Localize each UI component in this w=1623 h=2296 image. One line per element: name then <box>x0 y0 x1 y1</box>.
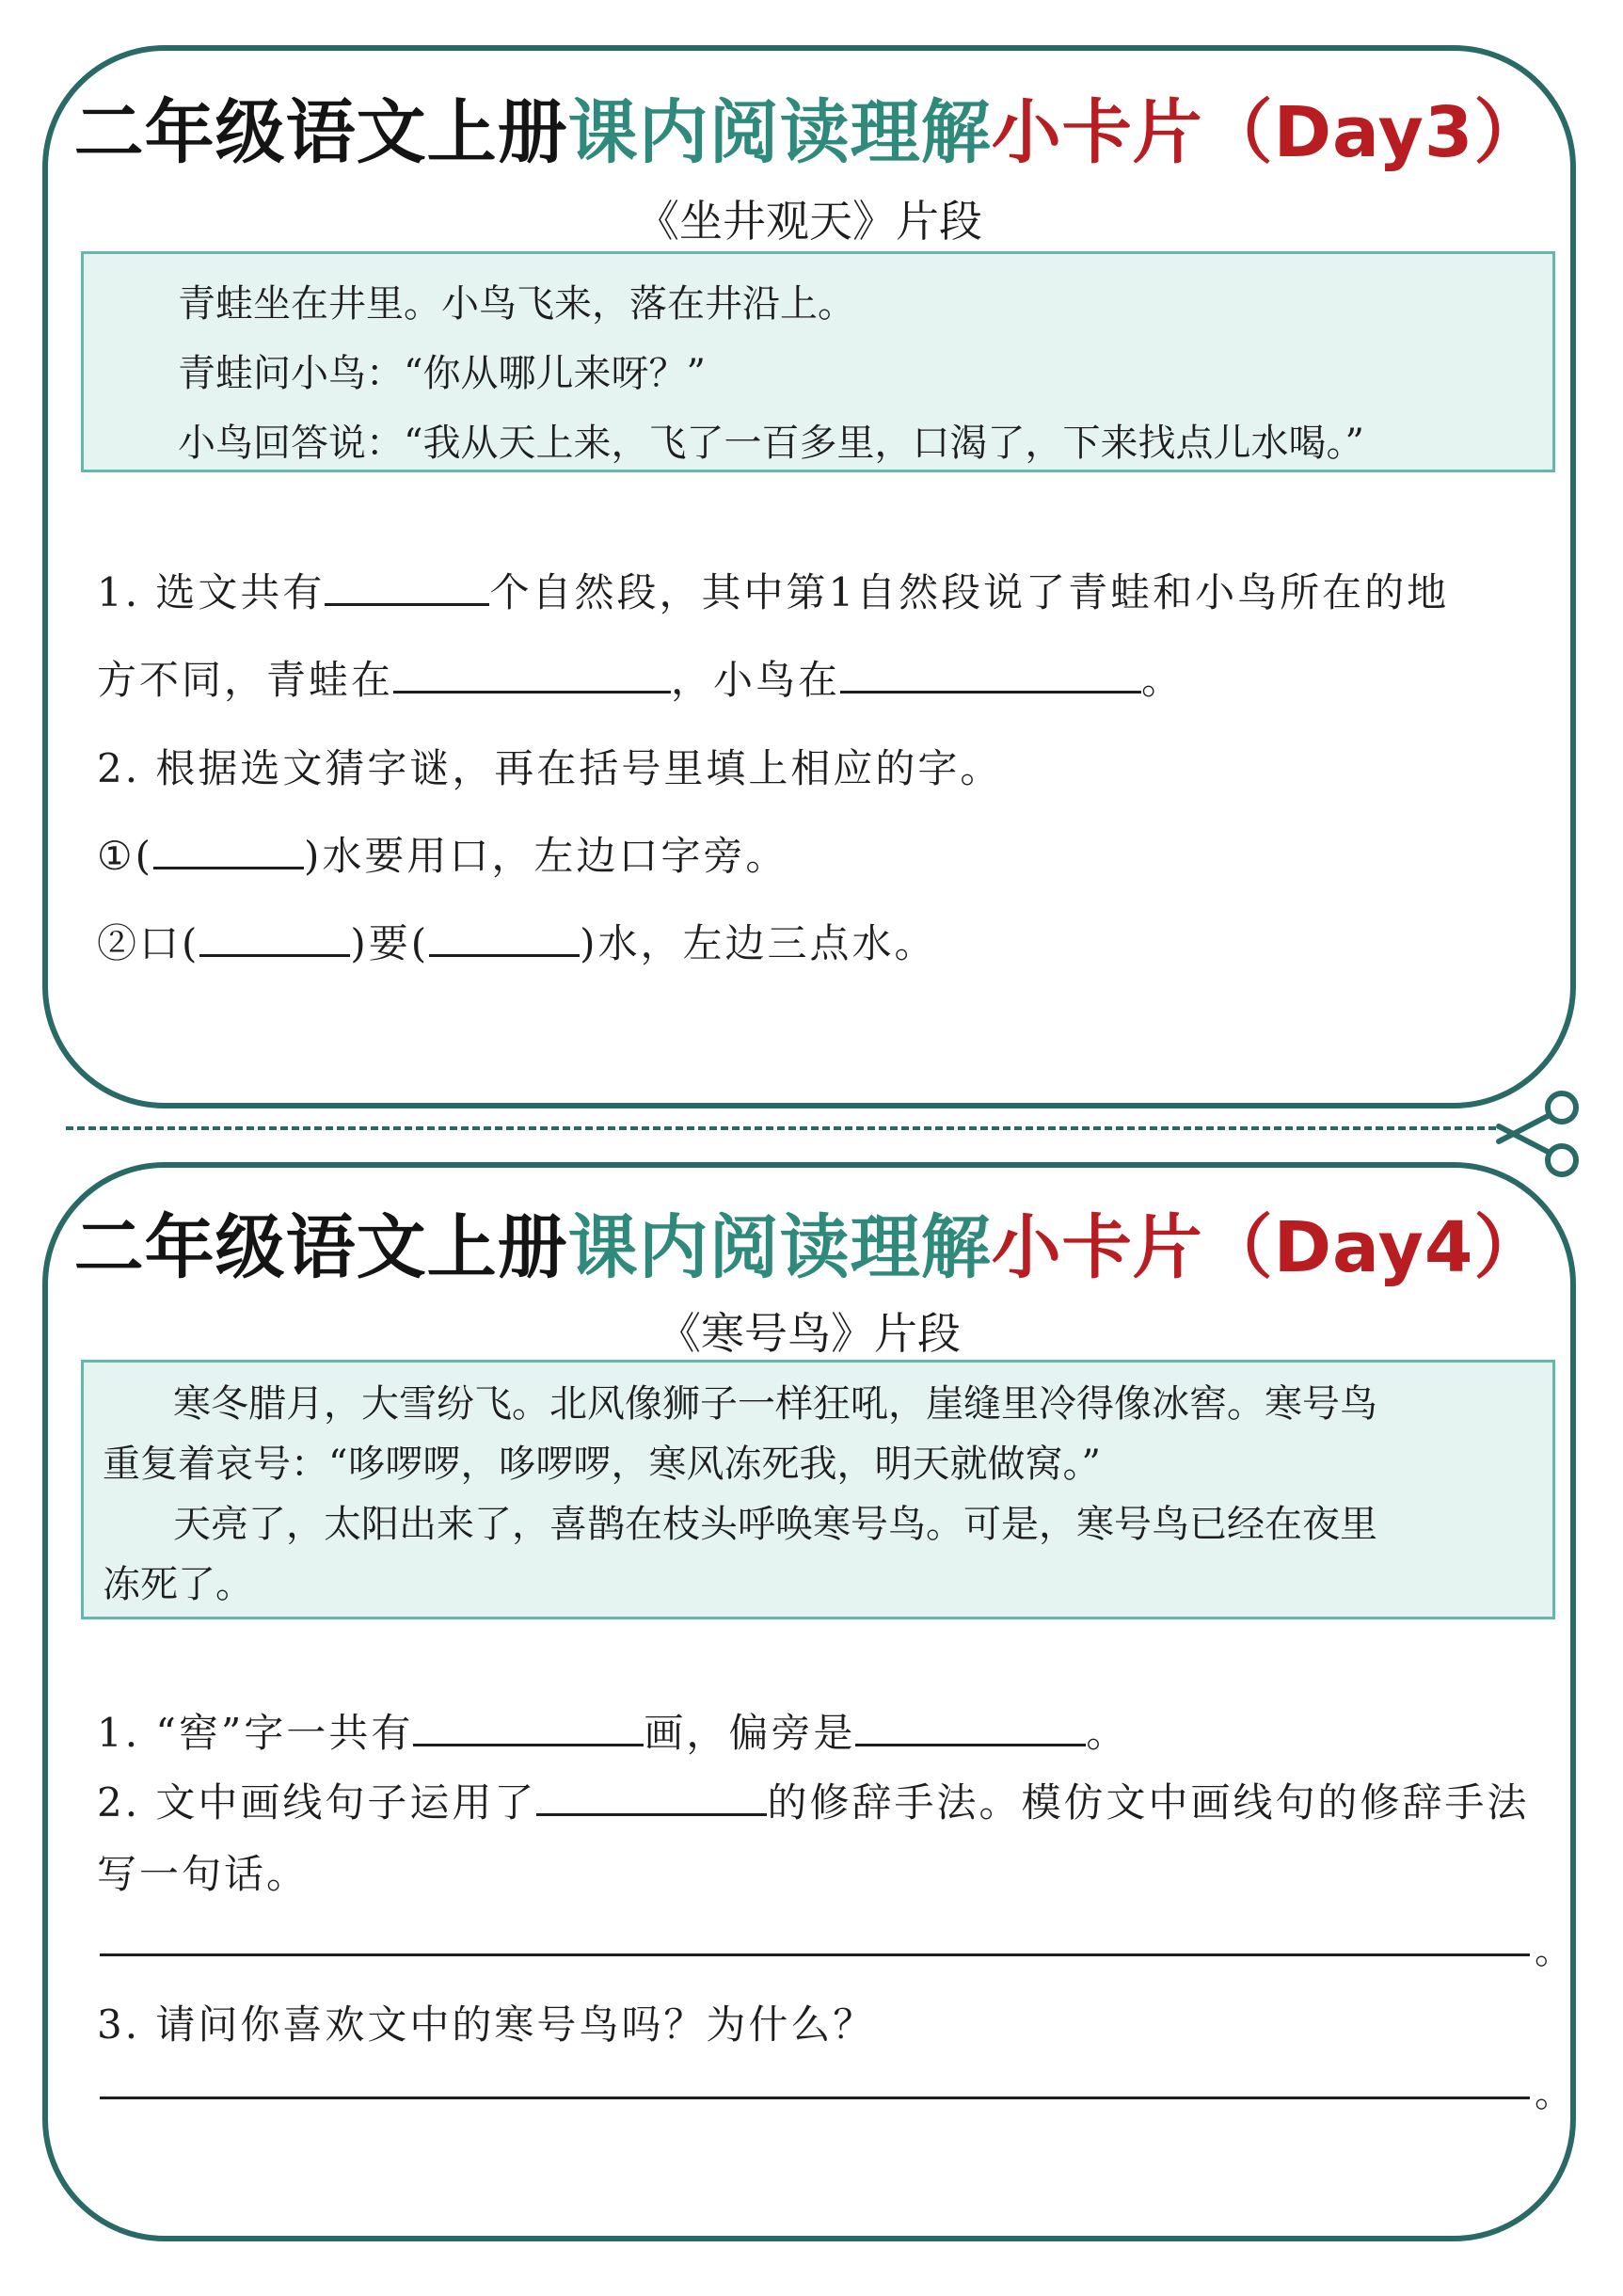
question-text: 方不同，青蛙在 <box>97 657 394 703</box>
passage-subtitle: 《坐井观天》片段 <box>636 196 982 247</box>
passage-line: 青蛙坐在井里。小鸟飞来，落在井沿上。 <box>178 282 855 326</box>
passage-line: 重复着哀号：“哆啰啰，哆啰啰，寒风冻死我，明天就做窝。” <box>103 1443 1101 1486</box>
answer-blank[interactable] <box>413 1706 644 1746</box>
title-grade: 二年级语文上册 <box>73 1207 568 1288</box>
question-text: 2. 文中画线句子运用了 <box>97 1779 537 1826</box>
passage-line: 寒冬腊月，大雪纷飞。北风像狮子一样狂吼，崖缝里冷得像冰窖。寒号鸟 <box>173 1382 1377 1426</box>
answer-blank[interactable] <box>429 917 580 957</box>
answer-blank[interactable] <box>536 1776 767 1816</box>
question-text: 个自然段，其中第1自然段说了青蛙和小鸟所在的地 <box>489 569 1450 615</box>
answer-blank[interactable] <box>855 1706 1086 1746</box>
answer-blank[interactable] <box>199 917 350 957</box>
passage-box <box>81 251 1555 472</box>
answer-blank[interactable] <box>840 653 1141 694</box>
answer-blank[interactable] <box>153 829 304 869</box>
title-topic: 课内阅读理解 <box>567 1207 992 1288</box>
question-text: 1. “窖”字一共有 <box>97 1710 414 1756</box>
scissors-icon <box>1491 1087 1585 1181</box>
title-day: 小卡片（Day3） <box>991 92 1545 173</box>
question-3: 3. 请问你喜欢文中的寒号鸟吗？为什么？ <box>97 2001 876 2048</box>
answer-blank[interactable] <box>325 566 489 606</box>
question-2-riddle-2 <box>97 913 937 969</box>
question-text: 1. 选文共有 <box>97 569 326 615</box>
question-text: 。 <box>1086 1710 1129 1756</box>
question-text: ，小鸟在 <box>671 657 841 703</box>
period: 。 <box>1535 2072 1572 2115</box>
title-topic: 课内阅读理解 <box>567 92 992 173</box>
card-day4 <box>42 1162 1576 2241</box>
question-1-line-1 <box>97 562 1449 618</box>
question-text: )水，左边三点水。 <box>580 920 937 966</box>
question-text: ②口( <box>97 920 200 966</box>
period: 。 <box>1535 1929 1572 1972</box>
question-2-riddle-1 <box>97 825 788 882</box>
passage-line: 青蛙问小鸟：“你从哪儿来呀？” <box>178 352 706 395</box>
answer-line[interactable] <box>100 1953 1530 1956</box>
cut-line <box>66 1126 1496 1130</box>
passage-line: 小鸟回答说：“我从天上来，飞了一百多里，口渴了，下来找点儿水喝。” <box>178 422 1364 465</box>
title-grade: 二年级语文上册 <box>73 92 568 173</box>
answer-blank[interactable] <box>393 653 671 694</box>
question-text: 的修辞手法。模仿文中画线句的修辞手法 <box>767 1779 1530 1826</box>
question-text: )水要用口，左边口字旁。 <box>304 833 788 879</box>
question-text: 。 <box>1141 657 1185 703</box>
card-day3 <box>42 45 1576 1108</box>
question-text: ①( <box>97 833 154 879</box>
question-text: )要( <box>350 920 430 966</box>
question-1-line-2 <box>97 649 1184 706</box>
title-day: 小卡片（Day4） <box>991 1207 1545 1288</box>
answer-line[interactable] <box>100 2097 1530 2099</box>
question-2-line-1 <box>97 1772 1529 1828</box>
question-2-line-2: 写一句话。 <box>97 1851 310 1897</box>
card-title <box>48 1205 1570 1290</box>
question-text: 画，偏旁是 <box>644 1710 856 1756</box>
passage-box <box>81 1360 1555 1619</box>
card-title <box>48 90 1570 175</box>
passage-subtitle: 《寒号鸟》片段 <box>658 1308 961 1359</box>
passage-line: 冻死了。 <box>103 1563 253 1606</box>
passage-line: 天亮了，太阳出来了，喜鹊在枝头呼唤寒号鸟。可是，寒号鸟已经在夜里 <box>173 1503 1377 1546</box>
question-2: 2. 根据选文猜字谜，再在括号里填上相应的字。 <box>97 745 1003 791</box>
question-1 <box>97 1702 1128 1759</box>
